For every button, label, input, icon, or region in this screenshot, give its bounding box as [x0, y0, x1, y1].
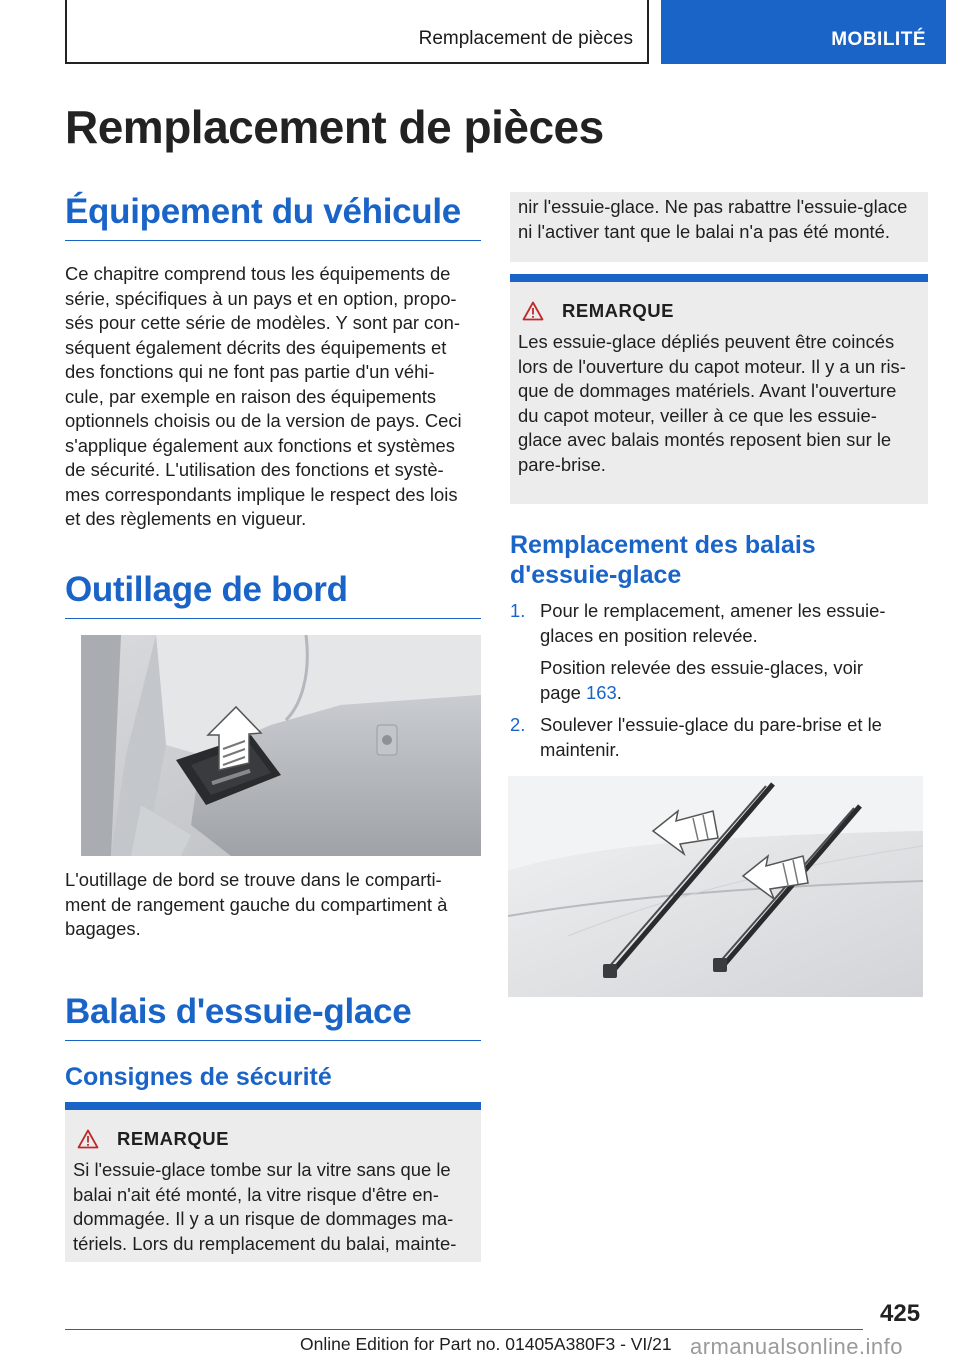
text-line: lors de l'ouverture du capot moteur. Il y a un ris-: [518, 355, 906, 377]
trunk-toolkit-image: [81, 635, 481, 856]
paragraph-equipement: [65, 262, 481, 532]
header-chapter-label: MOBILITÉ: [831, 29, 926, 50]
section-outillage: [65, 570, 481, 619]
header-chapter-tab[interactable]: [661, 0, 946, 64]
header-section-tab: [65, 0, 649, 64]
heading-balais: Balais d'essuie-glace: [65, 992, 481, 1041]
text-line: Position relevée des essuie-glaces, voir: [540, 657, 864, 678]
section-balais: [65, 992, 481, 1041]
heading-equipement: Équipement du véhicule: [65, 192, 481, 241]
text-fragment: .: [616, 681, 622, 703]
text-line: L'outillage de bord se trouve dans le comparti-: [65, 869, 442, 890]
wiper-illustration: [508, 776, 923, 997]
text-line: optionnels choisis ou de la version de pays. Ceci: [65, 410, 462, 431]
text-line: glace avec balais montés reposent bien sur le: [518, 429, 892, 450]
text-line: Les essuie-glace dépliés peuvent être coincés: [518, 331, 895, 352]
header-section-label: Remplacement de pièces: [418, 28, 633, 49]
text-line: ment de rangement gauche du compartiment à: [65, 893, 448, 915]
footer-divider: [65, 1329, 863, 1330]
notice-text: [510, 192, 928, 244]
notice-title: REMARQUE: [562, 300, 674, 321]
text-line: nir l'essuie-glace. Ne pas rabattre l'essuie-glace: [518, 196, 908, 217]
wiper-image: [508, 776, 923, 997]
text-line: Si l'essuie-glace tombe sur la vitre sans que le: [73, 1159, 451, 1180]
trunk-illustration: [81, 635, 481, 856]
text-line: mes correspondants implique le respect des lois: [65, 483, 458, 505]
notice-bar: [65, 1102, 481, 1110]
text-line: série, spécifiques à un pays et en option, propo-: [65, 287, 457, 309]
text-line: des fonctions qui ne font pas partie d'un véhi-: [65, 361, 435, 382]
list-number: 2.: [510, 714, 526, 735]
text-line: cule, par exemple en raison des équipements: [65, 385, 437, 407]
footer-edition: Online Edition for Part no. 01405A380F3 - VI/21: [300, 1334, 672, 1354]
text-line: séquent également décrits des équipements et: [65, 336, 447, 358]
text-line: tériels. Lors du remplacement du balai, mainte-: [73, 1232, 457, 1254]
text-line: Ce chapitre comprend tous les équipements de: [65, 263, 451, 284]
heading-outillage: Outillage de bord: [65, 570, 481, 619]
text-line: s'applique également aux fonctions et systèmes: [65, 434, 455, 456]
text-line: sés pour cette série de modèles. Y sont par con-: [65, 312, 460, 333]
list-item: [510, 713, 928, 762]
text-line: bagages.: [65, 918, 141, 939]
text-line: ni l'activer tant que le balai n'a pas été monté.: [518, 220, 890, 242]
notice-box-2: [510, 274, 928, 504]
steps-list: [510, 599, 928, 762]
heading-consignes: Consignes de sécurité: [65, 1063, 332, 1091]
heading-remplacement-balais: [510, 530, 928, 590]
notice-title: REMARQUE: [117, 1128, 229, 1149]
warning-icon: [77, 1129, 99, 1149]
section-equipement: [65, 192, 481, 532]
page-title: Remplacement de pièces: [65, 101, 604, 153]
notice-bar: [510, 274, 928, 282]
notice-box-1: [65, 1102, 481, 1262]
page-number: 425: [880, 1300, 921, 1327]
notice-header: [510, 282, 928, 322]
text-fragment: page: [540, 681, 587, 703]
text-line: et des règlements en vigueur.: [65, 508, 307, 529]
list-item: [510, 599, 928, 705]
text-line: Soulever l'essuie-glace du pare-brise et le: [540, 714, 882, 735]
text-line: balai n'ait été monté, la vitre risque d'être en-: [73, 1183, 439, 1205]
text-line: Pour le remplacement, amener les essuie-: [540, 600, 886, 621]
notice-box-1-continued: [510, 192, 928, 262]
text-line: pare-brise.: [518, 453, 606, 475]
heading-line: Remplacement des balais: [510, 531, 816, 559]
page-link[interactable]: 163: [586, 681, 617, 703]
notice-header: [65, 1110, 481, 1150]
text-line: du capot moteur, veiller à ce que les essuie-: [518, 404, 877, 426]
paragraph-outillage: [65, 868, 481, 942]
watermark: armanualsonline.info: [690, 1334, 904, 1359]
notice-text: [510, 322, 928, 477]
text-line: de sécurité. L'utilisation des fonctions et systè-: [65, 459, 444, 480]
notice-text: [65, 1150, 481, 1256]
text-line: dommagée. Il y a un risque de dommages ma-: [73, 1208, 454, 1229]
list-number: 1.: [510, 600, 526, 621]
cross-reference: [540, 656, 886, 705]
warning-icon: [522, 301, 544, 321]
text-line: maintenir.: [540, 738, 620, 760]
text-line: [540, 681, 886, 706]
text-line: glaces en position relevée.: [540, 624, 758, 646]
heading-line: d'essuie-glace: [510, 561, 682, 589]
text-line: que de dommages matériels. Avant l'ouverture: [518, 380, 897, 401]
